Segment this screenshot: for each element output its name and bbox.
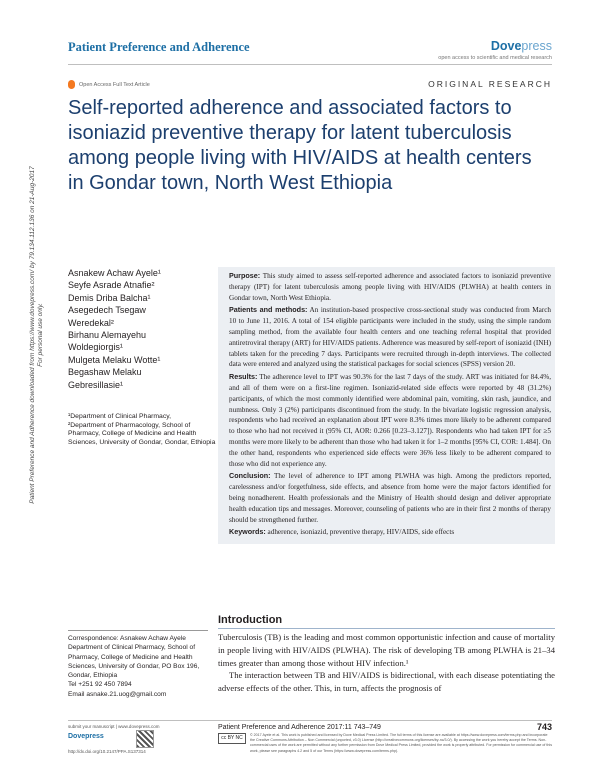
citation: Patient Preference and Adherence 2017:11 743–749 bbox=[218, 724, 381, 731]
download-note bbox=[22, 140, 52, 530]
header-divider bbox=[68, 64, 552, 65]
qr-code-icon bbox=[136, 730, 154, 748]
abstract-text: An institution-based prospective cross-sectional study was conducted from March 10 to June 11, 2016. A total of 154 eligible participants were included in the study, using the simple random sampling method, from the available four health centers and one teaching referral hospital that provided antiretroviral therapy (ART) for HIV/AIDS patients. Adherence was measured by self-report of isoniazid (INH) tablets taken for the preceding 7 days. Participants were recruited through in-depth interviews. The collected data were entered and analyzed using the statistical packages for social sciences (SPSS) version 20. bbox=[229, 306, 551, 369]
download-note-line2: For personal use only. bbox=[37, 303, 44, 367]
footer-divider bbox=[68, 720, 552, 721]
publisher-tagline: open access to scientific and medical research bbox=[438, 55, 552, 61]
affiliations bbox=[68, 413, 218, 447]
abstract-label: Keywords: bbox=[229, 527, 266, 537]
introduction-body bbox=[218, 631, 555, 695]
abstract-results bbox=[218, 372, 555, 469]
author-line: Birhanu Alemayehu bbox=[68, 330, 147, 341]
license-notice bbox=[218, 733, 552, 754]
author-line: Begashaw Melaku bbox=[68, 367, 142, 378]
intro-paragraph: The interaction between TB and HIV/AIDS is bidirectional, with each disease potentiating the adverse effects of the other. This, in turn, affects the prognosis of bbox=[218, 670, 555, 694]
correspondence bbox=[68, 634, 213, 699]
correspondence-phone: Tel +251 92 450 7894 bbox=[68, 681, 132, 689]
section-heading-introduction: Introduction bbox=[218, 614, 283, 626]
abstract-label: Patients and methods: bbox=[229, 305, 308, 315]
correspondence-email[interactable]: Email asnake.21.uog@gmail.com bbox=[68, 690, 167, 698]
correspondence-name: Correspondence: Asnakew Achaw Ayele bbox=[68, 635, 186, 642]
abstract-purpose bbox=[218, 271, 555, 303]
cc-license-icon: cc BY NC bbox=[218, 733, 246, 744]
author-line: Asegedech Tsegaw bbox=[68, 305, 146, 316]
open-access-label bbox=[68, 80, 150, 89]
author-line: Gebresillasie¹ bbox=[68, 379, 124, 390]
open-access-text: Open Access Full Text Article bbox=[79, 81, 150, 88]
submit-link[interactable]: submit your manuscript | www.dovepress.com bbox=[68, 724, 160, 729]
abstract-text: The adherence level to IPT was 90.3% for the last 7 days of the study. ART was initiated for 84.4%, and all of them were on a first-line regimen. Isoniazid-related side effects were reported by 48 (31.2%) participants, of which the most commonly identified were abdominal pain, vomiting, skin rash, jaundice, and numbness. Only 3 (2%) participants discontinued from the study. In the bivariate logistic regression analysis, respondents who had received an explanation about IPT were 8.3% times more likely to be adherent compared to those who had not received it (95% CI, AOR: 0.266 [0.23–3.127]). Respondents who had taken IPT for ≥5 months were more likely to be adherent than those who had taken it for 1–2 months [95% CI, COR: 1.484]. On the other hand, respondents who experienced side effects were 36% less likely to be adherent compared to those who did not experience any. bbox=[229, 373, 551, 468]
abstract-text: The level of adherence to IPT among PLWHA was high. Among the predictors reported, carelessness and/or forgetfulness, side effects, and absence from home were the major factors identified for being nonadherent. Health professionals and the Ministry of Health should design and deliver appropriate health education tips and messages. Moreover, counseling of patients who are in their first 2 months of therapy should be strengthened further. bbox=[229, 472, 551, 524]
open-access-icon bbox=[68, 80, 75, 89]
author-line: Seyfe Asrade Atnafie² bbox=[68, 280, 155, 291]
author-line: Asnakew Achaw Ayele¹ bbox=[68, 268, 161, 278]
author-list bbox=[68, 267, 213, 391]
affiliation: ²Department of Pharmacology, School of Pharmacy, College of Medicine and Health Sciences, University of Gondar, Gondar, Ethiopia bbox=[68, 421, 216, 446]
author-line: Weredekal² bbox=[68, 317, 114, 328]
affiliation: ¹Department of Clinical Pharmacy, bbox=[68, 413, 171, 420]
abstract-label: Conclusion: bbox=[229, 471, 271, 481]
footer-brand: Dovepress bbox=[68, 733, 104, 740]
section-divider bbox=[218, 628, 555, 629]
correspondence-address: Department of Clinical Pharmacy, School of Pharmacy, College of Medicine and Health Sciences, University of Gondar, PO Box 196, Gondar, Ethiopia bbox=[68, 644, 200, 680]
correspondence-divider bbox=[68, 630, 208, 631]
abstract-keywords bbox=[218, 527, 555, 538]
abstract-text: This study aimed to assess self-reported adherence and associated factors to isoniazid preventive therapy (IPT) for latent tuberculosis among people living with HIV/AIDS (PLWHA) at health centers in Gondar town, North West Ethiopia. bbox=[229, 272, 551, 302]
author-line: Demis Driba Balcha¹ bbox=[68, 292, 151, 303]
abstract-label: Results: bbox=[229, 372, 258, 382]
article-title: Self-reported adherence and associated factors to isoniazid preventive therapy for latent tuberculosis among people living with HIV/AIDS at health centers in Gondar town, North West Ethiopia bbox=[68, 97, 532, 194]
intro-paragraph: Tuberculosis (TB) is the leading and most common opportunistic infection and cause of mortality in people living with HIV/AIDS (PLWHA). The risk of developing TB among PLWHA is 21–34 times greater than among those without HIV infection.¹ bbox=[218, 632, 555, 668]
author-line: Woldegiorgis¹ bbox=[68, 342, 123, 353]
article-type: ORIGINAL RESEARCH bbox=[428, 79, 552, 89]
doi-link[interactable]: http://dx.doi.org/10.2147/PPA.S137314 bbox=[68, 749, 146, 754]
abstract-conclusion bbox=[218, 471, 555, 525]
abstract-text: adherence, isoniazid, preventive therapy, HIV/AIDS, side effects bbox=[265, 528, 455, 537]
abstract-box bbox=[218, 267, 555, 544]
abstract-label: Purpose: bbox=[229, 271, 261, 280]
brand-press: press bbox=[521, 39, 552, 53]
page-number: 743 bbox=[536, 722, 552, 732]
brand-main: Dove bbox=[490, 39, 522, 53]
abstract-methods bbox=[218, 305, 555, 370]
journal-name: Patient Preference and Adherence bbox=[68, 40, 250, 54]
publisher-logo bbox=[491, 39, 552, 53]
download-note-line1: Patient Preference and Adherence downloaded from https://www.dovepress.com/ by 79.134.112.136 on 21-Aug-2017 bbox=[29, 166, 36, 504]
author-line: Mulgeta Melaku Wotte¹ bbox=[68, 354, 161, 365]
license-text: © 2017 Ayele et al. This work is published and licensed by Dove Medical Press Limited. The full terms of this license are available at https://www.dovepress.com/terms.php and incorporate the Creative Commons Attribution – Non Commercial (unported, v3.0) License (http://creativecommons.org/licenses/by-nc/3.0/). By accessing the work you hereby accept the Terms. Non-commercial uses of the work are permitted without any further permission from Dove Medical Press Limited, provided the work is properly attributed. For permission for commercial use of this work, please see paragraphs 4.2 and 5 of our Terms (https://www.dovepress.com/terms.php). bbox=[250, 733, 552, 753]
